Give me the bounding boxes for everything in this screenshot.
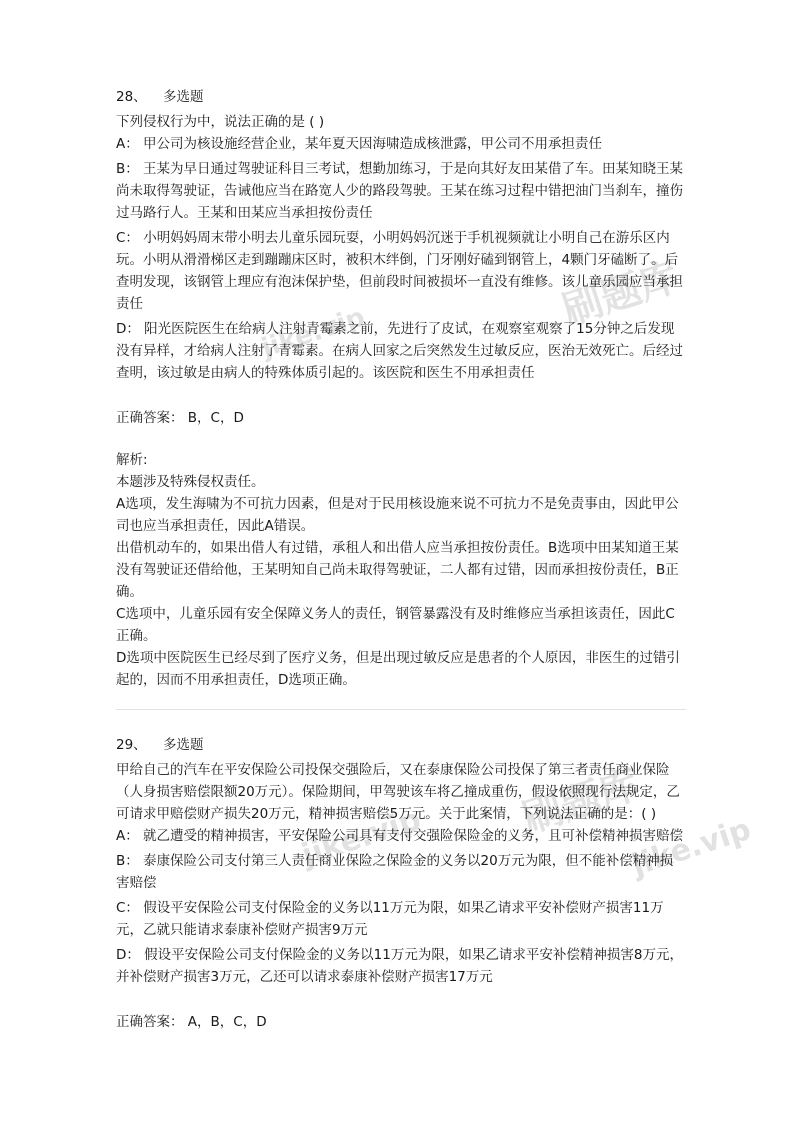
watermark: 刷题库	[556, 253, 686, 335]
watermark: jike.vip	[627, 811, 756, 884]
analysis-line: C选项中，儿童乐园有安全保障义务人的责任，钢管暴露没有及时维修应当承担该责任，因此C正确。	[116, 606, 675, 644]
analysis-line: D选项中医院医生已经尽到了医疗义务，但是出现过敏反应是患者的个人原因，非医生的过错引起的，因而不用承担责任，D选项正确。	[116, 650, 680, 688]
analysis-line: A选项，发生海啸为不可抗力因素，但是对于民用核设施来说不可抗力不是免责事由，因此甲公司也应当承担责任，因此A错误。	[116, 496, 679, 534]
option-c: C： 小明妈妈周末带小明去儿童乐园玩耍，小明妈妈沉迷于手机视频就让小明自己在游乐区内玩。小明从滑滑梯区走到蹦蹦床区时，被积木绊倒，门牙刚好磕到钢管上，4颗门牙磕断了。后查明发现，该钢管上理应有泡沫保护垫，但前段时间被损坏一直没有维修。该儿童乐园应当承担责任	[116, 230, 683, 312]
question-header	[116, 86, 686, 108]
correct-answer: 正确答案： A，B，C，D	[116, 1014, 267, 1030]
question-number: 28、	[116, 89, 147, 105]
option-d: D： 阳光医院医生在给病人注射青霉素之前，先进行了皮试，在观察室观察了15分钟之后发现没有异样，才给病人注射了青霉素。在病人回家之后突然发生过敏反应，医治无效死亡。后经过查明，该过敏是由病人的特殊体质引起的。该医院和医生不用承担责任	[116, 321, 683, 381]
analysis-line: 本题涉及特殊侵权责任。	[116, 474, 265, 490]
analysis-label: 解析:	[116, 452, 148, 468]
option-d: D： 假设平安保险公司支付保险金的义务以11万元为限，如果乙请求平安补偿精神损害8万元，并补偿财产损害3万元，乙还可以请求泰康补偿财产损害17万元	[116, 947, 683, 985]
question-divider	[116, 709, 686, 710]
question-28	[116, 86, 686, 691]
document-page	[116, 86, 686, 1033]
watermark: jike.vip	[297, 801, 426, 874]
question-number: 29、	[116, 737, 147, 753]
question-type: 多选题	[162, 89, 204, 105]
question-stem: 下列侵权行为中，说法正确的是 ( )	[116, 114, 325, 130]
option-c: C： 假设平安保险公司支付保险金的义务以11万元为限，如果乙请求平安补偿财产损害11万元，乙就只能请求泰康补偿财产损害9万元	[116, 900, 664, 938]
question-type: 多选题	[162, 737, 204, 753]
option-a: A： 甲公司为核设施经营企业，某年夏天因海啸造成核泄露，甲公司不用承担责任	[116, 136, 603, 152]
option-b: B： 泰康保险公司支付第三人责任商业保险之保险金的义务以20万元为限，但不能补偿精神损害赔偿	[116, 853, 674, 891]
question-29	[116, 734, 686, 1033]
option-a: A： 就乙遭受的精神损害，平安保险公司具有支付交强险保险金的义务，且可补偿精神损害赔偿	[116, 828, 684, 844]
correct-answer: 正确答案： B，C，D	[116, 410, 244, 426]
analysis-line: 出借机动车的，如果出借人有过错，承租人和出借人应当承担按份责任。B选项中田某知道王某没有驾驶证还借给他，王某明知自己尚未取得驾驶证，二人都有过错，因而承担按份责任，B正确。	[116, 540, 679, 600]
question-header	[116, 734, 686, 756]
watermark: jike.vip	[257, 302, 369, 364]
watermark: 刷题库	[516, 761, 646, 843]
question-stem: 甲给自己的汽车在平安保险公司投保交强险后，又在泰康保险公司投保了第三者责任商业保险（人身损害赔偿限额20万元）。保险期间，甲驾驶该车将乙撞成重伤，假设依照现行法规定，乙可请求甲赔偿财产损失20万元，精神损害赔偿5万元。关于此案情，下列说法正确的是：( )	[116, 762, 680, 822]
option-b: B： 王某为早日通过驾驶证科目三考试，想勤加练习，于是向其好友田某借了车。田某知晓王某尚未取得驾驶证，告诫他应当在路宽人少的路段驾驶。王某在练习过程中错把油门当刹车，撞伤过马路行人。王某和田某应当承担按份责任	[116, 161, 684, 221]
